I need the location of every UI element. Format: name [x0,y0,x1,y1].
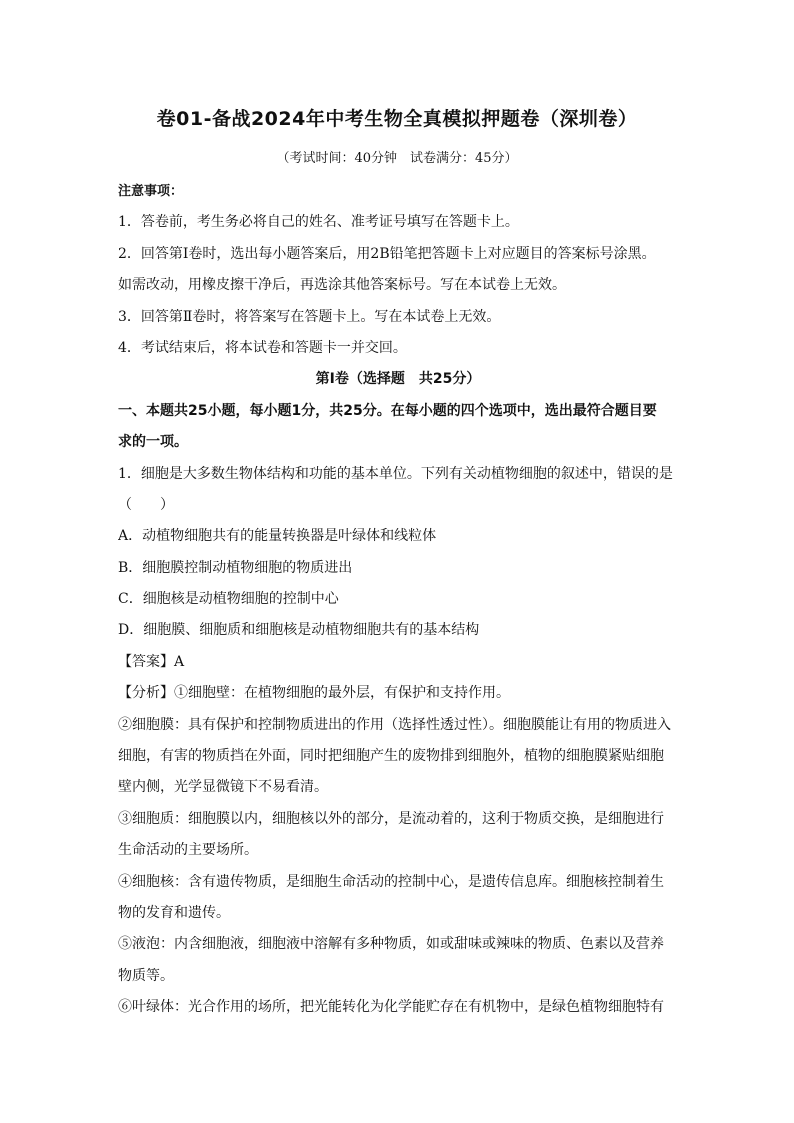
note-item-2-continued: 如需改动，用橡皮擦干净后，再选涂其他答案标号。写在本试卷上无效。 [118,277,566,294]
answer: 【答案】A [118,653,185,670]
document-title: 卷01-备战2024年中考生物全真模拟押题卷（深圳卷） [156,108,638,130]
note-item-4: 4．考试结束后，将本试卷和答题卡一并交回。 [118,339,407,356]
note-item-2: 2．回答第Ⅰ卷时，选出每小题答案后，用2B铅笔把答题卡上对应题目的答案标号涂黑。 [118,245,656,262]
exam-info: （考试时间：40分钟 试卷满分：45分） [276,151,518,166]
analysis-line: 壁内侧，光学显微镜下不易看清。 [118,779,328,796]
analysis-line: 物质等。 [118,967,174,984]
section-intro: 一、本题共25小题，每小题1分，共25分。在每小题的四个选项中，选出最符合题目要 [118,402,657,419]
analysis-line: ④细胞核：含有遗传物质，是细胞生命活动的控制中心，是遗传信息库。细胞核控制着生 [118,873,664,890]
note-item-3: 3．回答第Ⅱ卷时，将答案写在答题卡上。写在本试卷上无效。 [118,308,501,325]
analysis-line: ⑤液泡：内含细胞液，细胞液中溶解有多种物质，如或甜味或辣味的物质、色素以及营养 [118,936,664,953]
question-1-stem: 1．细胞是大多数生物体结构和功能的基本单位。下列有关动植物细胞的叙述中，错误的是 [118,465,673,482]
analysis-line: 细胞，有害的物质挡在外面，同时把细胞产生的废物排到细胞外，植物的细胞膜紧贴细胞 [118,748,664,765]
analysis-line: 物的发育和遗传。 [118,904,230,921]
note-item-1: 1．答卷前，考生务必将自己的姓名、准考证号填写在答题卡上。 [118,214,519,231]
option-c: C．细胞核是动植物细胞的控制中心 [118,591,339,608]
analysis-line: 生命活动的主要场所。 [118,842,258,859]
option-a: A．动植物细胞共有的能量转换器是叶绿体和线粒体 [118,528,437,545]
option-d: D．细胞膜、细胞质和细胞核是动植物细胞共有的基本结构 [118,622,480,639]
question-1-blank: （ ） [118,496,174,513]
notes-heading: 注意事项： [118,184,184,199]
analysis-line: 【分析】①细胞壁：在植物细胞的最外层，有保护和支持作用。 [118,685,510,702]
section-title: 第Ⅰ卷（选择题 共25分） [315,371,481,388]
section-intro-continued: 求的一项。 [118,434,188,451]
analysis-line: ②细胞膜：具有保护和控制物质进出的作用（选择性透过性）。细胞膜能让有用的物质进入 [118,716,671,733]
analysis-line: ⑥叶绿体：光合作用的场所，把光能转化为化学能贮存在有机物中，是绿色植物细胞特有 [118,999,664,1016]
document-body [118,176,678,1024]
analysis-line: ③细胞质：细胞膜以内，细胞核以外的部分，是流动着的，这利于物质交换，是细胞进行 [118,810,664,827]
option-b: B．细胞膜控制动植物细胞的物质进出 [118,559,353,576]
